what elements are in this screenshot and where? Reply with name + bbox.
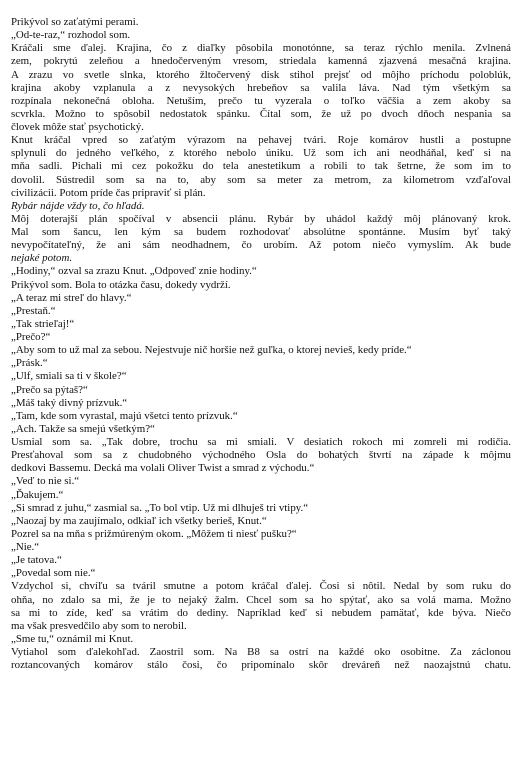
text-line: Vytiahol som ďalekohľad. Zaostril som. Na B8 sa ostrí na každé oko osobitne. Za záclonou	[11, 646, 511, 658]
text-line: A zrazu vo svetle slnka, ktorého žltočervený disk stihol prejsť od môjho príchodu poloblúk,	[11, 68, 511, 81]
text-line: krajina akoby vzplanula a z nevysokých hrebeňov sa valila láva. Nad tým všetkým sa	[11, 81, 511, 94]
text-line: „Sme tu,“ oznámil mi Knut.	[11, 632, 134, 645]
text-line: „Od-te-raz,“ rozhodol som.	[11, 29, 131, 42]
text-line: „Tak strieľaj!“	[11, 317, 75, 330]
text-line: scvrkla. Možno to spôsobil nedostatok spánku. Čítal som, že už po dvoch dňoch nespania sa	[11, 107, 511, 120]
text-line: Knut kráčal vpred so zaťatým výrazom na pehavej tvári. Roje komárov hustli a postupne	[11, 134, 511, 147]
text-line: „Ďakujem.“	[11, 488, 64, 501]
text-line: „Veď to nie si.“	[11, 475, 80, 488]
text-line: sa mi to zíde, keď sa vrátim do dediny. Napríklad keď si nebudem pamätať, kde býva. Niečo	[11, 606, 511, 619]
text-line: „Ulf, smiali sa ti v škole?“	[11, 370, 127, 383]
text-line: roztancovaných komárov stálo čosi, čo pripomínalo skôr dreváreň než naozajstnú chatu.	[11, 659, 511, 672]
text-line: „Prestaň.“	[11, 304, 56, 317]
text-line: „Je tatova.“	[11, 554, 62, 567]
text-line: „A teraz mi streľ do hlavy.“	[11, 291, 132, 304]
document-page	[11, 16, 511, 672]
text-line: „Nie.“	[11, 541, 40, 553]
text-line: človek môže stať psychotický.	[11, 121, 144, 133]
text-line: „Hodiny,“ ozval sa zrazu Knut. „Odpoveď znie hodiny.“	[11, 265, 257, 278]
text-line: ohňa, no zdalo sa mi, že je to nejaký žalm. Chcel som sa ho spýtať, ako sa volá mama. Možno	[11, 593, 511, 606]
text-line: Mal som šancu, len kým sa budem rozhodovať absolútne spontánne. Musím byť taký	[11, 226, 511, 238]
text-line: rozpínala nekonečná obloha. Netuším, prečo tu vyzerala o toľko väčšia a zem akoby sa	[11, 94, 511, 107]
text-line: „Prečo?“	[11, 331, 51, 343]
text-line: „Tam, kde som vyrastal, majú všetci tento prízvuk.“	[11, 409, 238, 422]
text-line: mňa sadli. Pichali mi cez pokožku do tela anestetikum a robili to tak šetrne, že som im to	[11, 160, 511, 173]
text-line: „Prečo sa pýtaš?“	[11, 383, 88, 396]
text-line: „Si smrad z juhu,“ zasmial sa. „To bol vtip. Už mi dlhuješ tri vtipy.“	[11, 501, 309, 514]
text-line: Pozrel sa na mňa s prižmúreným okom. „Môžem ti niesť pušku?“	[11, 527, 297, 540]
text-line: Môj doterajší plán spočíval v absencii plánu. Rybár by uhádol každý môj plánovaný krok.	[11, 212, 511, 225]
text-line: Prikývol so zaťatými perami.	[11, 16, 139, 28]
text-line: Presťahoval som sa z chudobného východného Osla do bohatých štvrtí na západe k môjmu	[11, 449, 511, 462]
text-line: Usmial som sa. „Tak dobre, trochu sa mi smiali. V desiatich rokoch mi zomreli mi rodičia.	[11, 436, 511, 448]
text-line: nejaké potom.	[11, 252, 73, 265]
text-line: Rybár nájde vždy to, čo hľadá.	[11, 199, 145, 212]
text-line: civilizácii. Potom príde čas pripraviť si plán.	[11, 186, 206, 199]
text-line: Vzdychol si, chvíľu sa tváril smutne a potom kráčal ďalej. Čosi si nôtil. Nedal by som ruku do	[11, 580, 511, 593]
text-line: nevypočítateľný, že ani sám neodhadnem, čo urobím. Až potom niečo vymyslím. Ak bude	[11, 239, 511, 252]
text-line: „Ach. Takže sa smejú všetkým?“	[11, 422, 155, 435]
text-line: splynuli do jedného veľkého, z ktorého nebolo úniku. Už som ich ani neodháňal, keď si na	[11, 147, 511, 160]
text-line: „Máš taký divný prízvuk.“	[11, 396, 128, 409]
text-line: „Povedal som nie.“	[11, 567, 96, 580]
text-line: Prikývol som. Bola to otázka času, dokedy vydrží.	[11, 278, 231, 291]
text-line: dovolil. Sústredil som sa na to, aby som sa meter za metrom, za kilometrom vzďaľoval	[11, 173, 511, 186]
text-line: zem, pokrytú zeleňou a hnedočerveným vresom, striedala kamenná zjazvená mesačná krajina.	[11, 55, 511, 68]
text-line: ma však presvedčilo aby som to nerobil.	[11, 619, 187, 632]
text-line: Kráčali sme ďalej. Krajina, čo z diaľky pôsobila monotónne, sa teraz rýchlo menila. Zvlnená	[11, 42, 511, 55]
text-line: „Aby som to už mal za sebou. Nejestvuje nič horšie než guľka, o ktorej nevieš, kedy príde.“	[11, 344, 412, 357]
text-line: dedkovi Bassemu. Decká ma volali Oliver Twist a smrad z východu.“	[11, 462, 315, 475]
text-line: „Prásk.“	[11, 357, 48, 370]
text-line: „Naozaj by ma zaujímalo, odkiaľ ich všetky berieš, Knut.“	[11, 514, 267, 527]
